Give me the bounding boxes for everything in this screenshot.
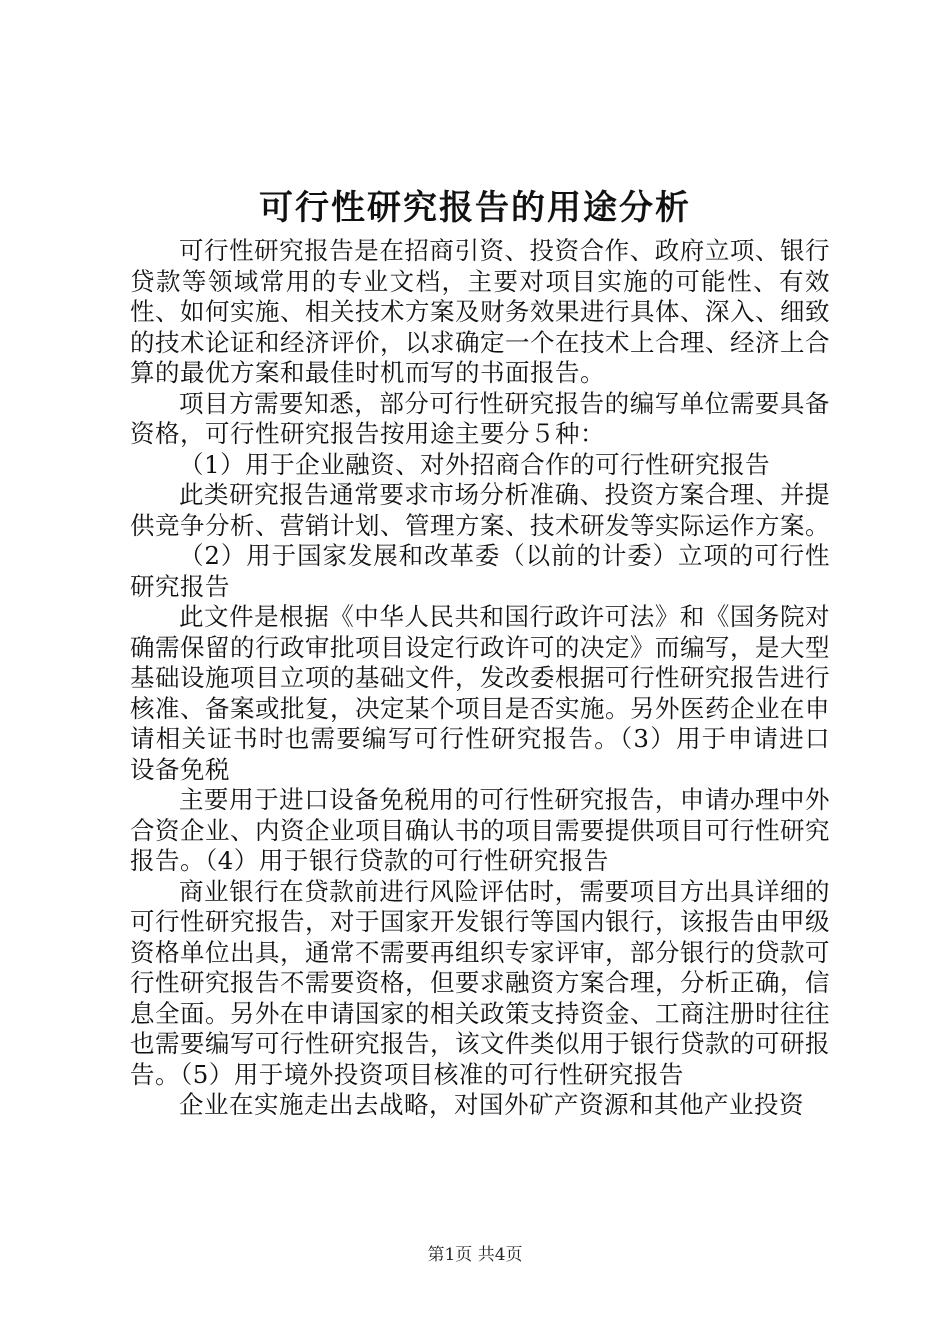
paragraph-use-1: 此类研究报告通常要求市场分析准确、投资方案合理、并提供竞争分析、营销计划、管理方案、技术研发等实际运作方案。 [130,480,830,540]
page-number-footer: 第1页 共4页 [427,1245,523,1265]
document-body [130,236,830,1161]
paragraph-intro: 可行性研究报告是在招商引资、投资合作、政府立项、银行贷款等领域常用的专业文档，主要对项目实施的可能性、有效性、如何实施、相关技术方案及财务效果进行具体、深入、细致的技术论证和经济评价，以求确定一个在技术上合理、经济上合算的最优方案和最佳时机而写的书面报告。 [130,236,830,387]
heading-use-2: （2）用于国家发展和改革委（以前的计委）立项的可行性研究报告 [130,541,830,601]
paragraph-qualification: 项目方需要知悉，部分可行性研究报告的编写单位需要具备资格，可行性研究报告按用途主要分５种： [130,388,830,448]
paragraph-use-3: 主要用于进口设备免税用的可行性研究报告，申请办理中外合资企业、内资企业项目确认书的项目需要提供项目可行性研究报告。（4）用于银行贷款的可行性研究报告 [130,785,830,875]
paragraph-use-5: 企业在实施走出去战略，对国外矿产资源和其他产业投资 [179,1090,804,1119]
paragraph-use-2: 此文件是根据《中华人民共和国行政许可法》和《国务院对确需保留的行政审批项目设定行政许可的决定》而编写，是大型基础设施项目立项的基础文件，发改委根据可行性研究报告进行核准、备案或批复，决定某个项目是否实施。另外医药企业在申请相关证书时也需要编写可行性研究报告。（3）用于申请进口设备免税 [130,602,830,784]
heading-use-1: （1）用于企业融资、对外招商合作的可行性研究报告 [179,449,771,479]
document-title: 可行性研究报告的用途分析 [259,188,691,228]
paragraph-use-4: 商业银行在贷款前进行风险评估时，需要项目方出具详细的可行性研究报告，对于国家开发银行等国内银行，该报告由甲级资格单位出具，通常不需要再组织专家评审，部分银行的贷款可行性研究报告不需要资格，但要求融资方案合理，分析正确，信息全面。另外在申请国家的相关政策支持资金、工商注册时往往也需要编写可行性研究报告，该文件类似用于银行贷款的可研报告。（5）用于境外投资项目核准的可行性研究报告 [130,876,830,1089]
